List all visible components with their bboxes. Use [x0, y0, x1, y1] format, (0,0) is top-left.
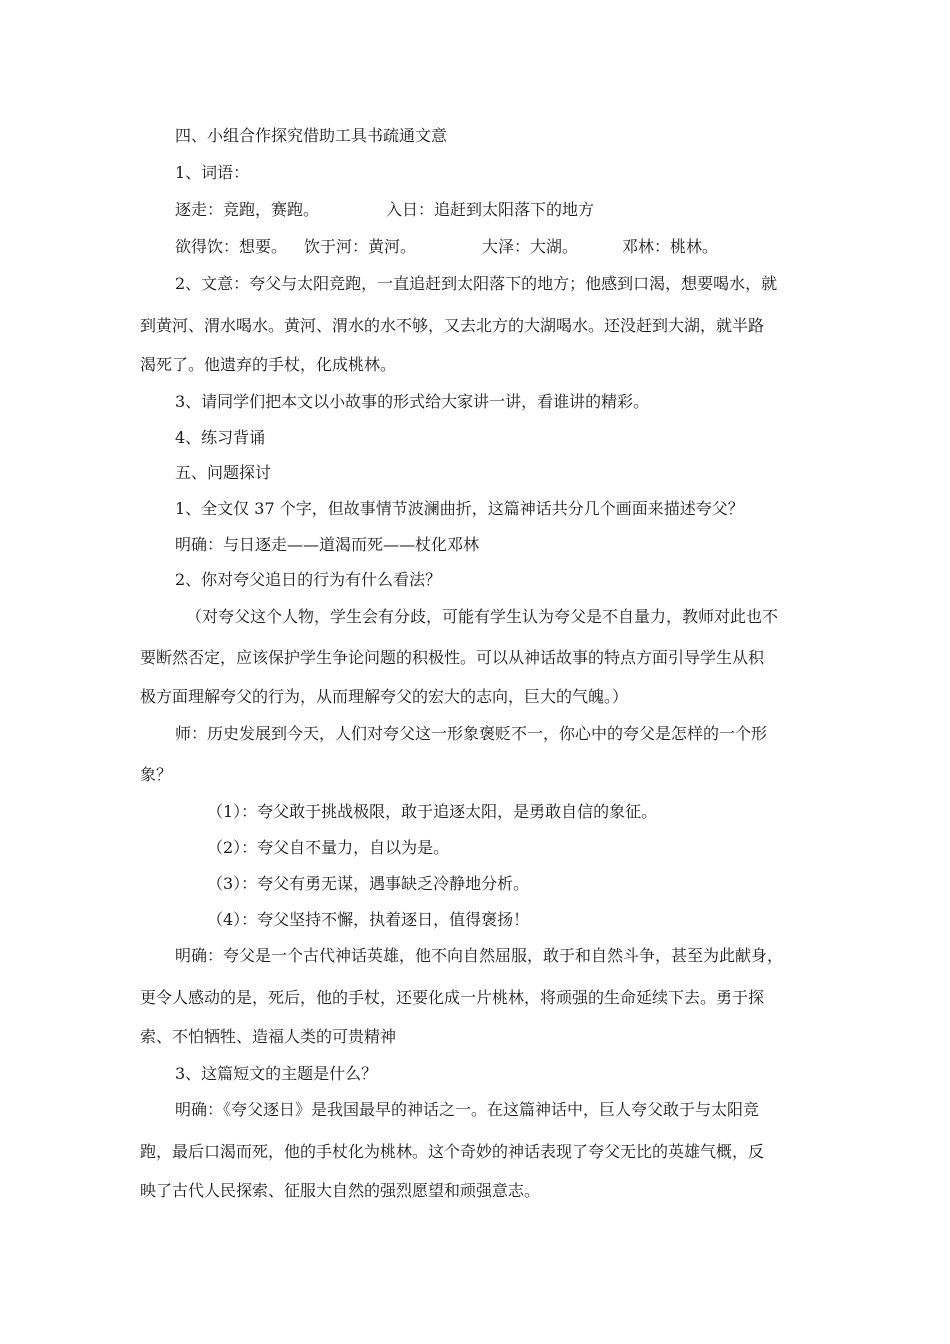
view-item-1: （1）：夸父敢于挑战极限，敢于追逐太阳，是勇敢自信的象征。	[207, 802, 658, 821]
answer-2-line: 明确：夸父是一个古代神话英雄，他不向自然屈服，敢于和自然斗争，甚至为此献身，	[175, 946, 784, 965]
meaning-line: 渴死了。他遗弃的手杖，化成桃林。	[140, 355, 397, 374]
vocab-item: 饮于河：黄河。	[304, 237, 417, 256]
vocab-label: 1、词语：	[175, 163, 250, 182]
question-1: 1、全文仅 37 个字，但故事情节波澜曲折，这篇神话共分几个画面来描述夸父？	[175, 499, 744, 518]
answer-3-line: 跑，最后口渴而死，他的手杖化为桃林。这个奇妙的神话表现了夸父无比的英雄气概，反	[140, 1142, 765, 1161]
answer-1: 明确：与日逐走——道渴而死——杖化邓林	[175, 535, 480, 554]
note-line: （对夸父这个人物，学生会有分歧，可能有学生认为夸父是不自量力，教师对此也不	[186, 607, 779, 626]
view-item-3: （3）：夸父有勇无谋，遇事缺乏冷静地分析。	[207, 874, 530, 893]
section-heading-5: 五、问题探讨	[175, 463, 272, 482]
vocab-item: 邓林：桃林。	[622, 237, 719, 256]
answer-3-line: 映了古代人民探索、征服大自然的强烈愿望和顽强意志。	[140, 1181, 541, 1200]
meaning-line: 到黄河、渭水喝水。黄河、渭水的水不够，又去北方的大湖喝水。还没赶到大湖，就半路	[140, 316, 765, 335]
view-item-2: （2）：夸父自不量力，自以为是。	[207, 838, 450, 857]
task-item-4: 4、练习背诵	[175, 428, 266, 447]
note-line: 极方面理解夸父的行为，从而理解夸父的宏大的志向，巨大的气魄。）	[140, 687, 629, 706]
question-3: 3、这篇短文的主题是什么？	[175, 1064, 378, 1083]
vocab-item: 大泽：大湖。	[482, 237, 579, 256]
vocab-item: 欲得饮：想要。	[175, 237, 288, 256]
answer-2-line: 更令人感动的是，死后，他的手杖，还要化成一片桃林，将顽强的生命延续下去。勇于探	[140, 988, 765, 1007]
task-item-3: 3、请同学们把本文以小故事的形式给大家讲一讲，看谁讲的精彩。	[175, 392, 650, 411]
section-heading-4: 四、小组合作探究借助工具书疏通文意	[175, 126, 448, 145]
meaning-line: 2、文意：夸父与太阳竞跑，一直追赶到太阳落下的地方；他感到口渴，想要喝水，就	[175, 274, 778, 293]
question-2: 2、你对夸父追日的行为有什么看法？	[175, 570, 442, 589]
vocab-item: 入日：追赶到太阳落下的地方	[386, 200, 595, 219]
answer-3-line: 明确：《夸父逐日》是我国最早的神话之一。在这篇神话中，巨人夸父敢于与太阳竞	[175, 1100, 760, 1119]
teacher-question-line: 师：历史发展到今天，人们对夸父这一形象褒贬不一，你心中的夸父是怎样的一个形	[175, 724, 768, 743]
answer-2-line: 索、不怕牺牲、造福人类的可贵精神	[140, 1027, 397, 1046]
teacher-question-line: 象？	[140, 765, 173, 784]
vocab-item: 逐走：竞跑，赛跑。	[175, 200, 320, 219]
note-line: 要断然否定，应该保护学生争论问题的积极性。可以从神话故事的特点方面引导学生从积	[140, 648, 765, 667]
view-item-4: （4）：夸父坚持不懈，执着逐日，值得褒扬！	[207, 910, 530, 929]
